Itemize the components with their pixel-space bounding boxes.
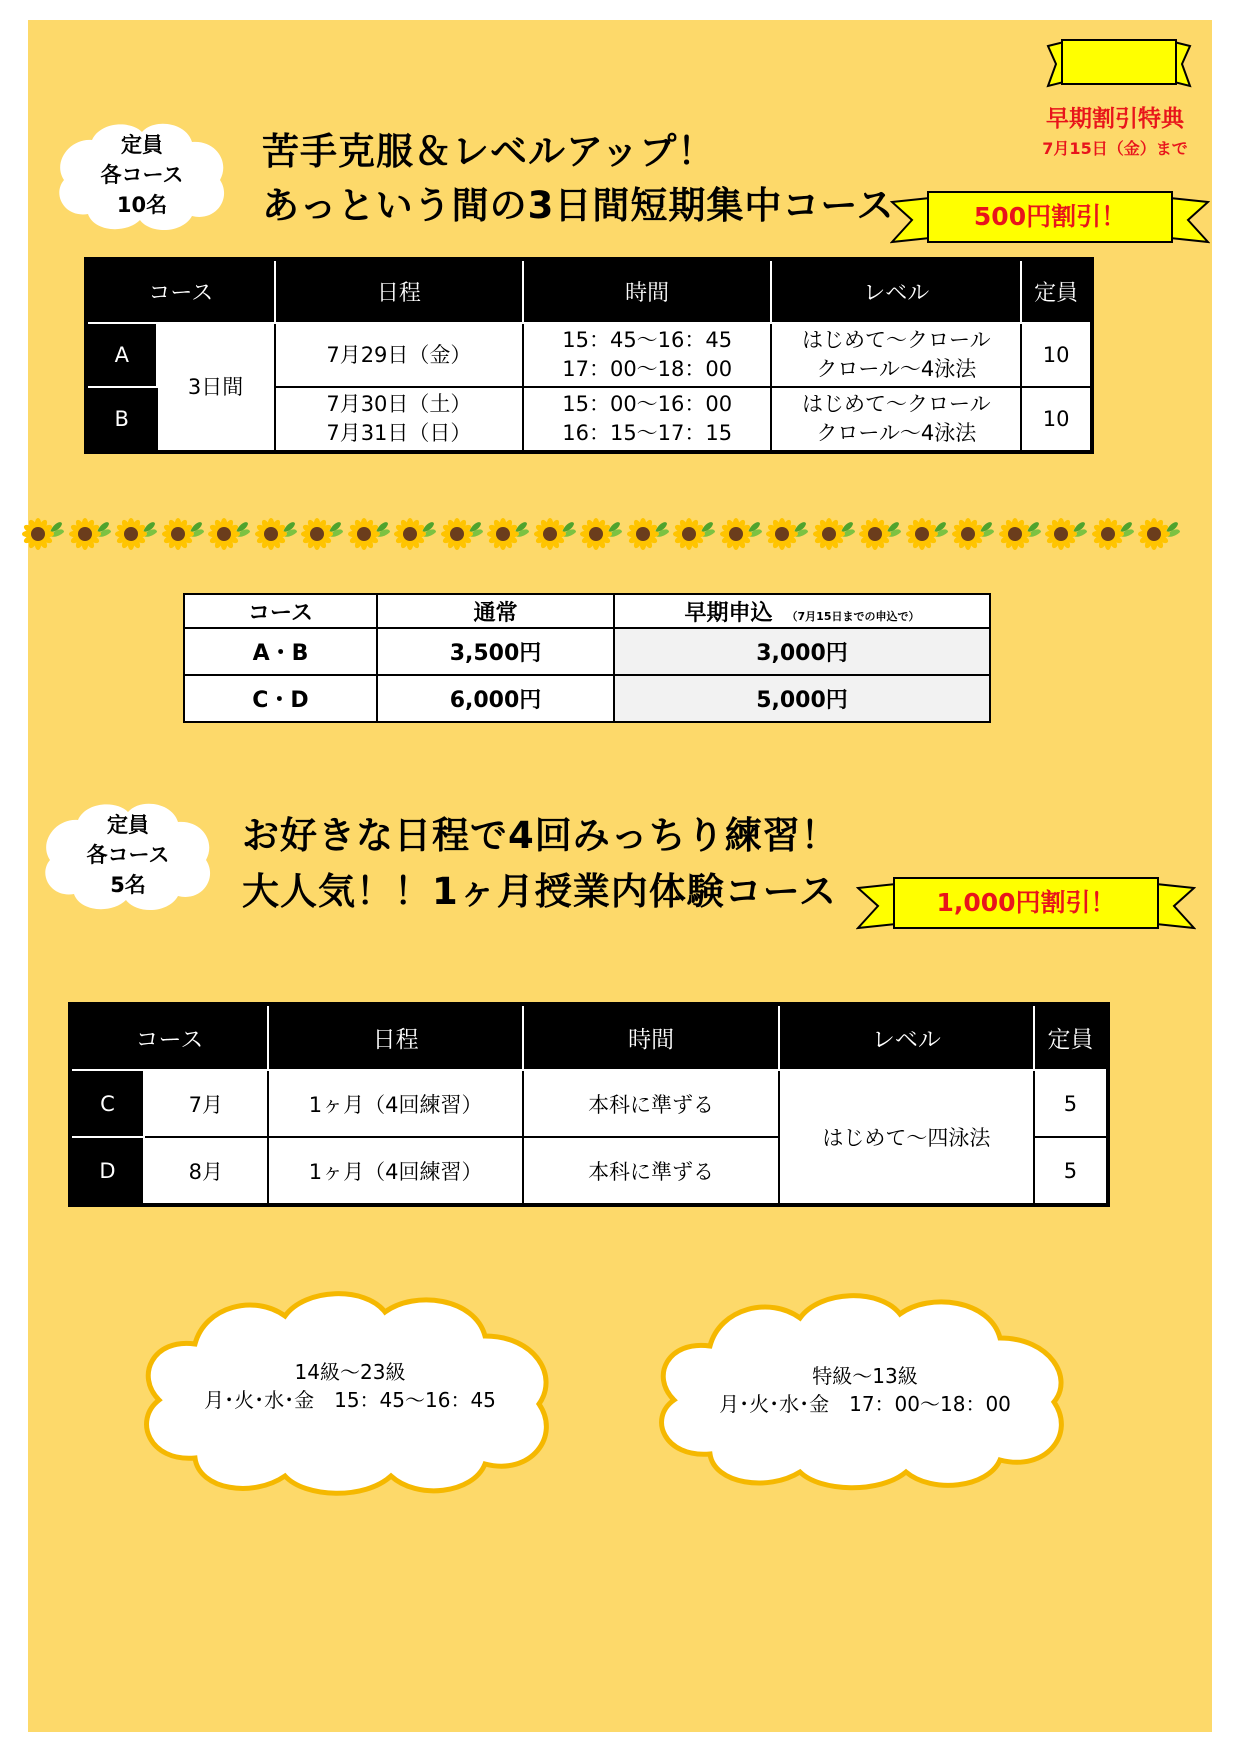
- sunflower-icon: [578, 516, 624, 552]
- header-capacity: 定員: [1034, 1004, 1108, 1070]
- level-line: クロール～4泳法: [816, 421, 977, 445]
- early-discount-date: 7月15日（金）まで: [1042, 139, 1188, 158]
- short-course-table: [84, 257, 1094, 454]
- sunflower-icon: [113, 516, 159, 552]
- discount-label-2: 1,000円割引！: [936, 888, 1116, 917]
- price-normal-cell: 3,500円: [377, 628, 614, 675]
- sunflower-icon: [485, 516, 531, 552]
- sunflower-icon: [299, 516, 345, 552]
- table-header-row: [86, 259, 1092, 323]
- schedule-time: 月･火･水･金 15：45～16：45: [204, 1388, 496, 1412]
- capacity-badge-2: [76, 810, 180, 900]
- early-header-label: 早期申込: [684, 600, 773, 626]
- sunflower-icon: [206, 516, 252, 552]
- sunflower-icon: [671, 516, 717, 552]
- early-header-note: （7月15日までの申込で）: [786, 609, 920, 623]
- sunflower-icon: [950, 516, 996, 552]
- sunflower-icon: [20, 516, 66, 552]
- schedule-grade: 特級～13級: [812, 1364, 918, 1388]
- sunflower-icon: [346, 516, 392, 552]
- sunflower-icon: [625, 516, 671, 552]
- sunflower-icon: [1043, 516, 1089, 552]
- course-cell: C: [70, 1070, 144, 1137]
- capacity-cell: 5: [1034, 1137, 1108, 1205]
- time-line: 16：15～17：15: [562, 421, 733, 445]
- header-dates: 日程: [275, 259, 523, 323]
- early-discount-ribbon-icon: [1046, 38, 1192, 90]
- section2-headline-2: 大人気！！1ヶ月授業内体験コース: [242, 870, 837, 913]
- badge-line: 定員: [121, 133, 163, 157]
- price-early-cell: 3,000円: [614, 628, 990, 675]
- price-course-cell: A・B: [184, 628, 377, 675]
- table-row: [86, 323, 1092, 387]
- course-cell: D: [70, 1137, 144, 1205]
- header-course: コース: [86, 259, 275, 323]
- price-early-cell: 5,000円: [614, 675, 990, 722]
- duration-cell: 3日間: [157, 323, 275, 452]
- course-cell: A: [86, 323, 157, 387]
- section1-headline-2: あっという間の3日間短期集中コース: [262, 184, 895, 227]
- price-course-cell: C・D: [184, 675, 377, 722]
- time-line: 15：45～16：45: [562, 328, 733, 352]
- table-row: [70, 1070, 1108, 1137]
- badge-line: 定員: [107, 813, 149, 837]
- dates-cell: [275, 387, 523, 452]
- header-capacity: 定員: [1021, 259, 1092, 323]
- month-cell: 7月: [144, 1070, 268, 1137]
- monthly-course-table: [68, 1002, 1110, 1207]
- sunflower-icon: [439, 516, 485, 552]
- level-line: はじめて～クロール: [802, 392, 991, 416]
- sunflower-icon: [1090, 516, 1136, 552]
- schedule-cell: 1ヶ月（4回練習）: [268, 1070, 524, 1137]
- month-cell: 8月: [144, 1137, 268, 1205]
- section2-headline-1: お好きな日程で4回みっちり練習！: [242, 814, 839, 857]
- header-dates: 日程: [268, 1004, 524, 1070]
- level-line: クロール～4泳法: [816, 357, 977, 381]
- sunflower-divider: [20, 516, 1180, 552]
- price-table: [183, 593, 991, 723]
- section1-headline-1: 苦手克服＆レベルアップ！: [262, 130, 716, 173]
- price-header-early: [614, 594, 990, 628]
- price-normal-cell: 6,000円: [377, 675, 614, 722]
- table-row: [184, 628, 990, 675]
- table-row: [184, 675, 990, 722]
- time-cell: 本科に準ずる: [523, 1137, 778, 1205]
- level-cell: はじめて～四泳法: [779, 1070, 1034, 1205]
- capacity-cell: 10: [1021, 387, 1092, 452]
- badge-line: 各コース: [100, 163, 184, 187]
- time-cell: [523, 323, 771, 387]
- sunflower-icon: [811, 516, 857, 552]
- badge-line: 各コース: [86, 843, 170, 867]
- header-time: 時間: [523, 259, 771, 323]
- capacity-cell: 10: [1021, 323, 1092, 387]
- sunflower-icon: [1136, 516, 1182, 552]
- table-header-row: [70, 1004, 1108, 1070]
- sunflower-icon: [997, 516, 1043, 552]
- time-line: 17：00～18：00: [562, 357, 733, 381]
- header-course: コース: [70, 1004, 268, 1070]
- date-line: 7月30日（土）: [326, 392, 472, 416]
- price-header-course: コース: [184, 594, 377, 628]
- sunflower-icon: [718, 516, 764, 552]
- time-cell: 本科に準ずる: [523, 1070, 778, 1137]
- schedule-time: 月･火･水･金 17：00～18：00: [719, 1392, 1011, 1416]
- level-line: はじめて～クロール: [802, 328, 991, 352]
- level-cell: [771, 323, 1021, 387]
- schedule-cell: 1ヶ月（4回練習）: [268, 1137, 524, 1205]
- sunflower-icon: [532, 516, 578, 552]
- discount-label-1: 500円割引！: [973, 202, 1127, 231]
- header-level: レベル: [779, 1004, 1034, 1070]
- header-time: 時間: [523, 1004, 778, 1070]
- sunflower-icon: [764, 516, 810, 552]
- level-cell: [771, 387, 1021, 452]
- date-line: 7月31日（日）: [326, 421, 472, 445]
- dates-cell: 7月29日（金）: [275, 323, 523, 387]
- sunflower-icon: [67, 516, 113, 552]
- price-header-normal: 通常: [377, 594, 614, 628]
- schedule-cloud-text-2: [715, 1362, 1015, 1418]
- badge-line: 10名: [116, 193, 168, 217]
- sunflower-icon: [253, 516, 299, 552]
- early-discount-title: 早期割引特典: [1046, 106, 1184, 132]
- capacity-cell: 5: [1034, 1070, 1108, 1137]
- capacity-badge-1: [90, 130, 194, 220]
- sunflower-icon: [904, 516, 950, 552]
- time-cell: [523, 387, 771, 452]
- course-cell: B: [86, 387, 157, 452]
- badge-line: 5名: [110, 873, 146, 897]
- schedule-cloud-text-1: [200, 1358, 500, 1414]
- table-header-row: [184, 594, 990, 628]
- sunflower-icon: [160, 516, 206, 552]
- sunflower-icon: [392, 516, 438, 552]
- header-level: レベル: [771, 259, 1021, 323]
- sunflower-icon: [857, 516, 903, 552]
- schedule-grade: 14級～23級: [294, 1360, 406, 1384]
- time-line: 15：00～16：00: [562, 392, 733, 416]
